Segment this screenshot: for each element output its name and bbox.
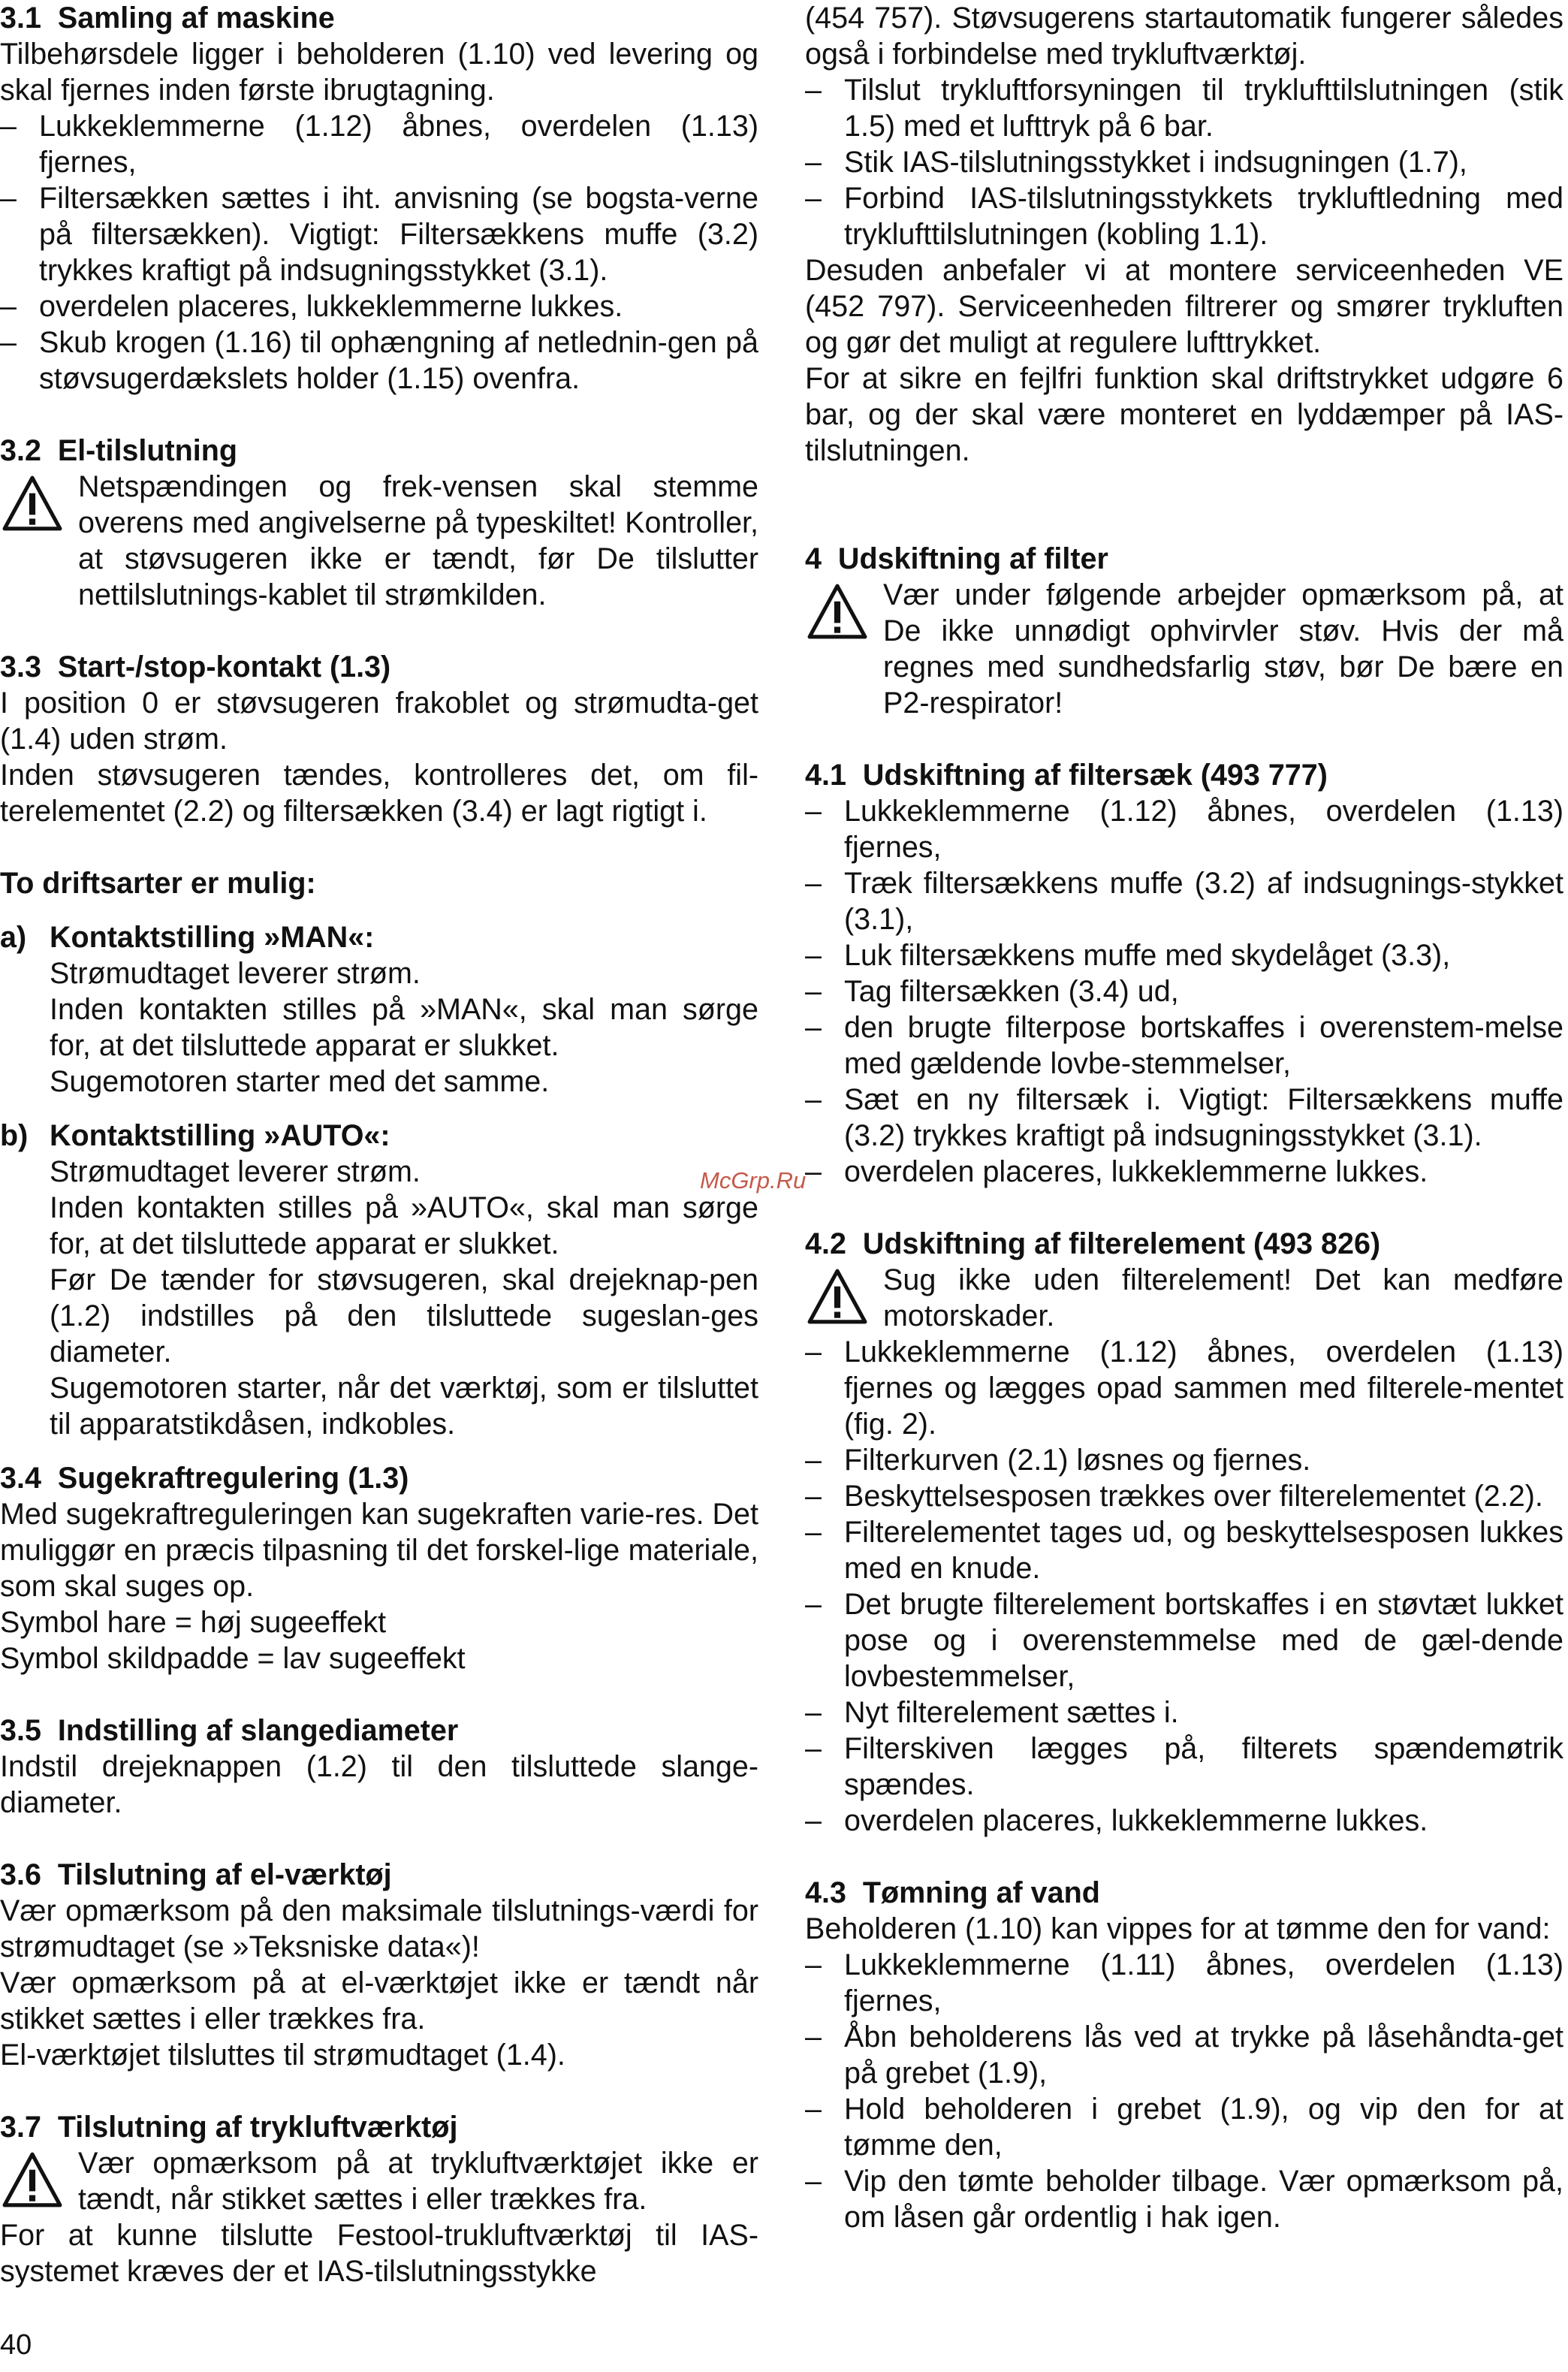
list-item: – Hold beholderen i grebet (1.9), og vip den for at tømme den, xyxy=(805,2093,1563,2162)
list-item: – Lukkeklemmerne (1.11) åbnes, overdelen (1.13) fjernes, xyxy=(805,1948,1563,2017)
paragraph: Med sugekraftreguleringen kan sugekraften varie-res. Det muliggør en præcis tilpasning til det forskel-lige materiale, som skal suges op. xyxy=(0,1498,758,1603)
section-3-3 xyxy=(0,649,758,829)
section-4-1 xyxy=(805,757,1563,1190)
mode-a: a) Kontaktstilling »MAN«: Strømudtaget leverer strøm. Inden kontakten stilles på »MAN«, skal man sørge for, at det tilsluttede apparat er slukket. Sugemotoren starter med det samme. xyxy=(0,921,758,1098)
list-item: – Tilslut trykluftforsyningen til tryklufttilslutningen (stik 1.5) med et lufttryk på 6 bar. xyxy=(805,74,1563,143)
section-modes xyxy=(0,865,758,1442)
heading-3-3: 3.3 Start-/stop-kontakt (1.3) xyxy=(0,650,391,684)
section-3-4 xyxy=(0,1460,758,1676)
section-3-7-cont xyxy=(805,0,1563,469)
mode-a-title: Kontaktstilling »MAN«: xyxy=(50,921,375,954)
paragraph: Indstil drejeknappen (1.2) til den tilsluttede slange-diameter. xyxy=(0,1750,758,1819)
paragraph: For at sikre en fejlfri funktion skal driftstrykket udgøre 6 bar, og der skal være monteret en lyddæmper på IAS-tilslutningen. xyxy=(805,362,1563,467)
list-item: – Filtersækken sættes i iht. anvisning (se bogsta-verne på filtersækken). Vigtigt: Filtersækkens muffe (3.2) trykkes kraftigt på indsugningsstykket (3.1). xyxy=(0,182,758,287)
section-3-5 xyxy=(0,1713,758,1821)
heading-3-2: 3.2 El-tilslutning xyxy=(0,434,238,467)
list-item: – overdelen placeres, lukkeklemmerne lukkes. xyxy=(805,1804,1428,1837)
paragraph: Inden kontakten stilles på »AUTO«, skal man sørge for, at det tilsluttede apparat er slukket. xyxy=(50,1191,758,1260)
section-3-2 xyxy=(0,433,758,613)
paragraph: Sugemotoren starter, når det værktøj, som er tilsluttet til apparatstikdåsen, indkobles. xyxy=(50,1372,758,1441)
right-column xyxy=(805,0,1563,2235)
paragraph: (454 757). Støvsugerens startautomatik fungerer således også i forbindelse med trykluftværktøj. xyxy=(805,2,1563,71)
mode-b: b) Kontaktstilling »AUTO«: Strømudtaget leverer strøm. Inden kontakten stilles på »AUTO«, skal man sørge for, at det tilsluttede apparat er slukket. Før De tænder for støvsugeren, skal drejeknap-pen (1.2) indstilles på den tilsluttede sugeslan-ges diameter. Sugemotoren starter, når det værktøj, som er tilsluttet til apparatstikdåsen, indkobles. xyxy=(0,1119,758,1441)
warning-icon xyxy=(2,475,63,532)
list-item: – Lukkeklemmerne (1.12) åbnes, overdelen (1.13) fjernes, xyxy=(805,795,1563,864)
list-item: – Træk filtersækkens muffe (3.2) af indsugnings-stykket (3.1), xyxy=(805,867,1563,936)
warning-icon xyxy=(807,583,868,640)
paragraph: Desuden anbefaler vi at montere serviceenheden VE (452 797). Serviceenheden filtrerer og smører trykluften og gør det muligt at regulere lufttrykket. xyxy=(805,254,1563,359)
list-item: – Skub krogen (1.16) til ophængning af netlednin-gen på støvsugerdækslets holder (1.15) ovenfra. xyxy=(0,326,758,395)
heading-3-1: 3.1 Samling af maskine xyxy=(0,2,335,35)
left-column xyxy=(0,0,758,2289)
page-number: 40 xyxy=(0,2329,32,2361)
list-item: – overdelen placeres, lukkeklemmerne lukkes. xyxy=(805,1155,1428,1188)
paragraph: I position 0 er støvsugeren frakoblet og strømudta-get (1.4) uden strøm. xyxy=(0,687,758,756)
list-item: – Vip den tømte beholder tilbage. Vær opmærksom på, om låsen går ordentlig i hak igen. xyxy=(805,2165,1563,2234)
list-item: – Beskyttelsesposen trækkes over filterelementet (2.2). xyxy=(805,1480,1543,1513)
heading-4-3: 4.3 Tømning af vand xyxy=(805,1876,1100,1909)
heading-4: 4 Udskiftning af filter xyxy=(805,542,1108,575)
list-item: – Sæt en ny filtersæk i. Vigtigt: Filtersækkens muffe (3.2) trykkes kraftigt på indsugningsstykket (3.1). xyxy=(805,1083,1563,1152)
list-item: – Forbind IAS-tilslutningsstykkets trykluftledning med tryklufttilslutningen (kobling 1.1). xyxy=(805,182,1563,251)
list-item: – Åbn beholderens lås ved at trykke på låsehåndta-get på grebet (1.9), xyxy=(805,2020,1563,2090)
paragraph: Tilbehørsdele ligger i beholderen (1.10) ved levering og skal fjernes inden første ibrugtagning. xyxy=(0,38,758,107)
paragraph: Strømudtaget leverer strøm. xyxy=(50,1155,421,1188)
paragraph: Sugemotoren starter med det samme. xyxy=(50,1065,550,1098)
paragraph: For at kunne tilslutte Festool-trukluftværktøj til IAS-systemet kræves der et IAS-tilslutningsstykke xyxy=(0,2219,758,2288)
list-item: – Filterelementet tages ud, og beskyttelsesposen lukkes med en knude. xyxy=(805,1516,1563,1585)
heading-3-7: 3.7 Tilslutning af trykluftværktøj xyxy=(0,2111,458,2144)
warning-block: Vær opmærksom på at trykluftværktøjet ikke er tændt, når stikket sættes i eller trækkes fra. xyxy=(0,2145,758,2217)
list-item: – Filterskiven lægges på, filterets spændemøtrik spændes. xyxy=(805,1732,1563,1801)
warning-block: Netspændingen og frek-vensen skal stemme overens med angivelserne på typeskiltet! Kontroller, at støvsugeren ikke er tændt, før De tilslutter nettilslutnings-kablet til strømkilden. xyxy=(0,469,758,613)
warning-icon xyxy=(2,2151,63,2208)
list-item: – overdelen placeres, lukkeklemmerne lukkes. xyxy=(0,290,623,323)
list-item: – Stik IAS-tilslutningsstykket i indsugningen (1.7), xyxy=(805,146,1467,179)
warning-block: Sug ikke uden filterelement! Det kan medføre motorskader. xyxy=(805,1262,1563,1334)
section-4 xyxy=(805,541,1563,721)
mode-b-title: Kontaktstilling »AUTO«: xyxy=(50,1119,390,1152)
section-4-3 xyxy=(805,1875,1563,2235)
list-item: – Nyt filterelement sættes i. xyxy=(805,1696,1179,1729)
section-3-1 xyxy=(0,0,758,397)
heading-4-1: 4.1 Udskiftning af filtersæk (493 777) xyxy=(805,759,1328,792)
heading-3-5: 3.5 Indstilling af slangediameter xyxy=(0,1714,459,1747)
paragraph: El-værktøjet tilsluttes til strømudtaget (1.4). xyxy=(0,2039,565,2072)
paragraph: Symbol skildpadde = lav sugeeffekt xyxy=(0,1642,466,1675)
list-item: – Det brugte filterelement bortskaffes i en støvtæt lukket pose og i overenstemmelse med de gæl-dende lovbestemmelser, xyxy=(805,1588,1563,1693)
section-4-2 xyxy=(805,1226,1563,1839)
heading-3-6: 3.6 Tilslutning af el-værktøj xyxy=(0,1858,392,1891)
list-item: – Filterkurven (2.1) løsnes og fjernes. xyxy=(805,1444,1311,1477)
paragraph: Strømudtaget leverer strøm. xyxy=(50,957,421,990)
warning-icon xyxy=(807,1268,868,1325)
list-item: – Luk filtersækkens muffe med skydelåget (3.3), xyxy=(805,939,1451,972)
heading-4-2: 4.2 Udskiftning af filterelement (493 826) xyxy=(805,1227,1381,1260)
section-3-6 xyxy=(0,1857,758,2073)
list-item: – den brugte filterpose bortskaffes i overenstem-melse med gældende lovbe-stemmelser, xyxy=(805,1011,1563,1080)
heading-modes: To driftsarter er mulig: xyxy=(0,867,316,900)
paragraph: Før De tænder for støvsugeren, skal drejeknap-pen (1.2) indstilles på den tilsluttede sugeslan-ges diameter. xyxy=(50,1263,758,1369)
warning-block: Vær under følgende arbejder opmærksom på, at De ikke unnødigt ophvirvler støv. Hvis der må regnes med sundhedsfarlig støv, bør De bære en P2-respirator! xyxy=(805,577,1563,721)
paragraph: Inden kontakten stilles på »MAN«, skal man sørge for, at det tilsluttede apparat er slukket. xyxy=(50,993,758,1062)
list-item: – Tag filtersækken (3.4) ud, xyxy=(805,975,1179,1008)
list-item: – Lukkeklemmerne (1.12) åbnes, overdelen (1.13) fjernes og lægges opad sammen med filterele-mentet (fig. 2). xyxy=(805,1335,1563,1441)
section-3-7 xyxy=(0,2109,758,2289)
paragraph: Beholderen (1.10) kan vippes for at tømme den for vand: xyxy=(805,1912,1551,1945)
paragraph: Vær opmærksom på at el-værktøjet ikke er tændt når stikket sættes i eller trækkes fra. xyxy=(0,1966,758,2036)
paragraph: Symbol hare = høj sugeeffekt xyxy=(0,1606,387,1639)
paragraph: Inden støvsugeren tændes, kontrolleres det, om fil-terelementet (2.2) og filtersækken (3.4) er lagt rigtigt i. xyxy=(0,759,758,828)
paragraph: Vær opmærksom på den maksimale tilslutnings-værdi for strømudtaget (se »Teksniske data«)! xyxy=(0,1894,758,1963)
list-item: – Lukkeklemmerne (1.12) åbnes, overdelen (1.13) fjernes, xyxy=(0,110,758,179)
heading-3-4: 3.4 Sugekraftregulering (1.3) xyxy=(0,1462,409,1495)
watermark: McGrp.Ru xyxy=(700,1167,807,1194)
